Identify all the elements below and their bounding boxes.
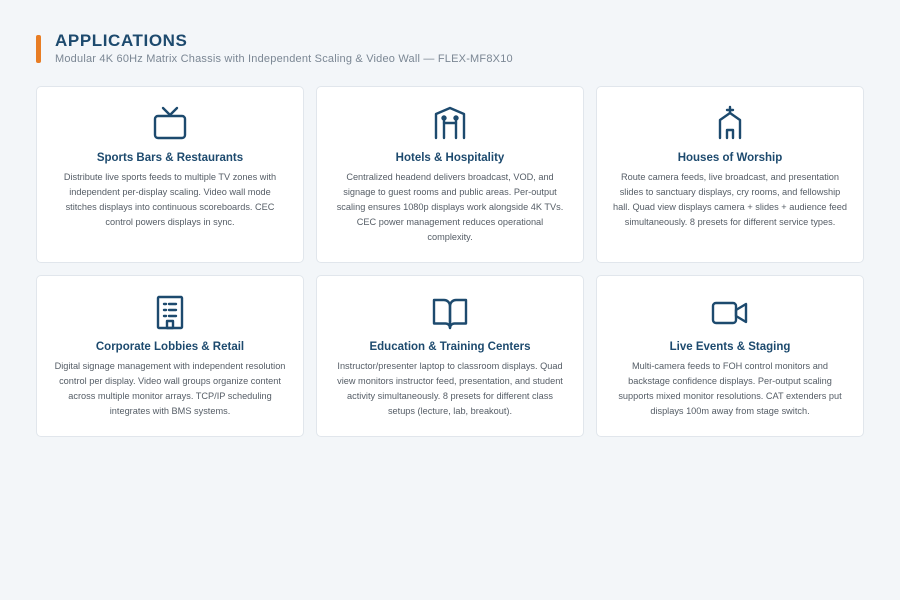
card-corporate (36, 275, 304, 437)
card-title: Houses of Worship (677, 152, 783, 164)
card-title: Corporate Lobbies & Retail (95, 341, 245, 353)
card-title: Live Events & Staging (669, 341, 791, 353)
building-icon (431, 105, 469, 143)
card-title: Hotels & Hospitality (395, 152, 505, 164)
video-camera-icon (711, 294, 749, 332)
card-description: Multi-camera feeds to FOH control monitors and backstage confidence displays. Per-output scaling supports mixed monitor resolutions. CAT extenders put displays 100m away from stage switch. (618, 361, 842, 416)
card-description: Centralized headend delivers broadcast, VOD, and signage to guest rooms and public areas. Per-output scaling ensures 1080p displays work alongside 4K TVs. CEC power management reduces operational complexity. (336, 172, 564, 242)
card-description: Distribute live sports feeds to multiple TV zones with independent per-display scaling. Video wall mode stitches displays into continuous scoreboards. CEC control powers displays in sync. (63, 172, 277, 227)
card-education (316, 275, 584, 437)
page-subtitle: Modular 4K 60Hz Matrix Chassis with Independent Scaling & Video Wall — FLEX-MF8X10 (55, 53, 513, 65)
card-description: Digital signage management with independent resolution control per display. Video wall groups organize content across multiple monitor arrays. TCP/IP scheduling integrates with BMS systems. (54, 361, 286, 416)
church-icon (711, 105, 749, 143)
card-title: Education & Training Centers (369, 341, 531, 353)
card-live-events (596, 275, 864, 437)
card-worship (596, 86, 864, 263)
office-building-icon (151, 294, 189, 332)
card-description: Route camera feeds, live broadcast, and presentation slides to sanctuary displays, cry rooms, and fellowship hall. Quad view displays camera + slides + audience feed simultaneously. 8 presets for different service types. (613, 172, 847, 227)
book-open-icon (431, 294, 469, 332)
card-description: Instructor/presenter laptop to classroom displays. Quad view monitors instructor feed, presentation, and student activity simultaneously. 8 presets for different class setups (lecture, lab, breakout). (337, 361, 563, 416)
card-title: Sports Bars & Restaurants (96, 152, 244, 164)
accent-bar (36, 35, 41, 63)
tv-icon (151, 105, 189, 143)
applications-grid (36, 86, 864, 437)
page-title: APPLICATIONS (55, 31, 188, 50)
section-header (36, 31, 513, 65)
card-sports-bars (36, 86, 304, 263)
card-hotels (316, 86, 584, 263)
